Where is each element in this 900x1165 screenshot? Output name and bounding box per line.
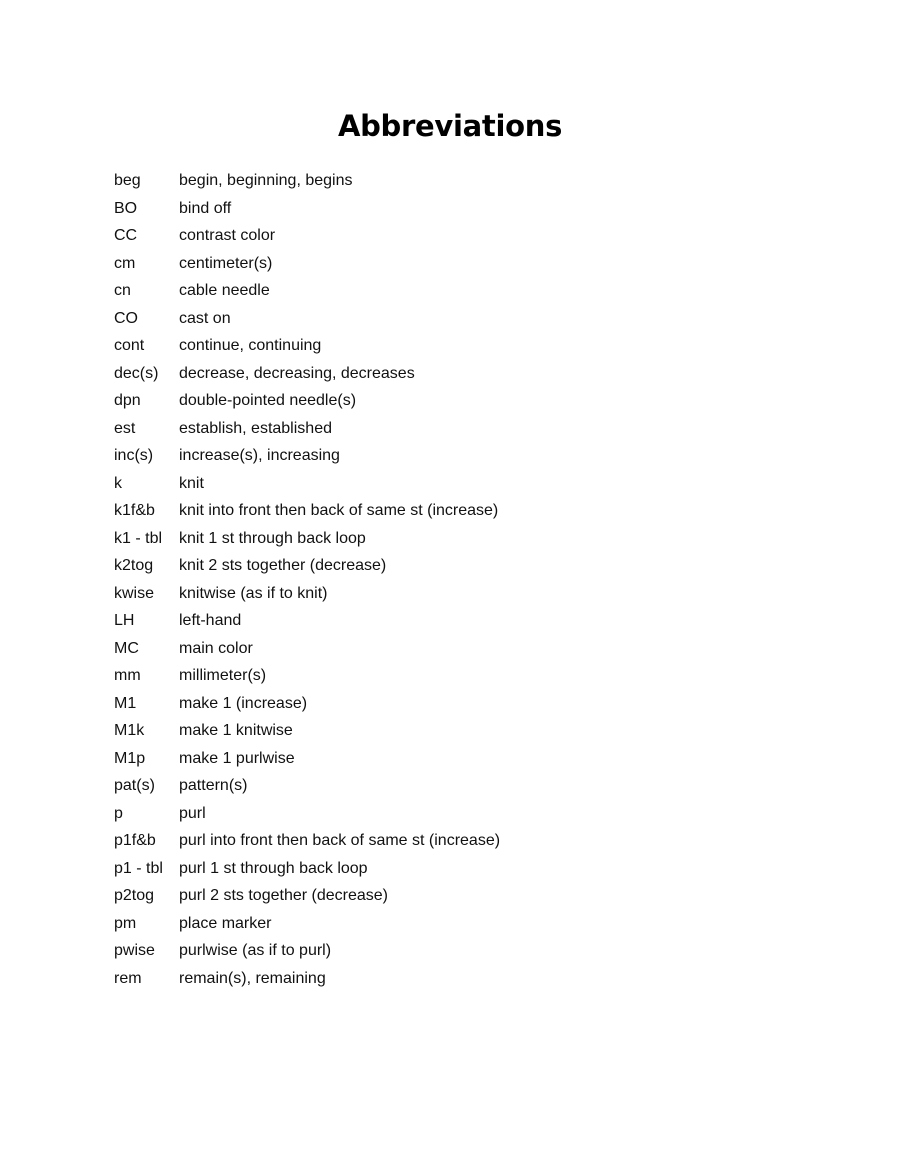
abbreviation-term: cont bbox=[114, 337, 145, 354]
page-title: Abbreviations bbox=[337, 109, 563, 143]
abbreviation-row bbox=[114, 636, 674, 664]
abbreviation-term: k bbox=[114, 474, 122, 492]
abbreviation-definition: knit 2 sts together (decrease) bbox=[179, 557, 387, 574]
abbreviation-row bbox=[114, 333, 674, 361]
abbreviation-term: p1 - tbl bbox=[114, 859, 163, 877]
abbreviation-term: p bbox=[114, 804, 123, 822]
abbreviation-definition: establish, established bbox=[179, 419, 332, 437]
abbreviation-row bbox=[114, 443, 674, 471]
abbreviation-definition: purl bbox=[179, 804, 206, 822]
abbreviation-definition: knit into front then back of same st (increase) bbox=[179, 502, 499, 519]
abbreviation-row bbox=[114, 746, 674, 774]
abbreviation-row bbox=[114, 278, 674, 306]
abbreviation-list bbox=[114, 168, 674, 993]
abbreviation-definition: left-hand bbox=[179, 612, 242, 629]
abbreviation-row bbox=[114, 361, 674, 389]
abbreviation-row bbox=[114, 856, 674, 884]
abbreviation-term: M1k bbox=[114, 722, 145, 739]
abbreviation-row bbox=[114, 306, 674, 334]
abbreviation-definition: place marker bbox=[179, 914, 272, 932]
abbreviation-term: CC bbox=[114, 227, 138, 244]
abbreviation-definition: knit bbox=[179, 474, 204, 492]
abbreviation-term: p1f&b bbox=[114, 832, 156, 849]
abbreviation-definition: knit 1 st through back loop bbox=[179, 529, 366, 547]
abbreviation-definition: purlwise (as if to purl) bbox=[179, 942, 332, 959]
abbreviation-definition: contrast color bbox=[179, 227, 276, 244]
abbreviation-definition: cast on bbox=[179, 309, 231, 327]
abbreviation-row bbox=[114, 663, 674, 691]
abbreviation-row bbox=[114, 911, 674, 939]
abbreviation-definition: purl into front then back of same st (increase) bbox=[179, 832, 501, 849]
abbreviation-row bbox=[114, 608, 674, 636]
abbreviation-term: kwise bbox=[114, 584, 155, 602]
abbreviation-row bbox=[114, 773, 674, 801]
abbreviation-definition: main color bbox=[179, 639, 253, 657]
abbreviation-term: cm bbox=[114, 254, 136, 272]
abbreviation-term: LH bbox=[114, 612, 135, 629]
abbreviation-definition: make 1 purlwise bbox=[179, 749, 295, 767]
abbreviation-definition: cable needle bbox=[179, 282, 270, 299]
abbreviation-definition: centimeter(s) bbox=[179, 254, 273, 272]
abbreviation-term: p2tog bbox=[114, 887, 155, 904]
abbreviation-term: M1 bbox=[114, 694, 137, 712]
abbreviation-term: beg bbox=[114, 172, 141, 189]
abbreviation-definition: double-pointed needle(s) bbox=[179, 392, 357, 409]
abbreviation-term: BO bbox=[114, 199, 138, 217]
abbreviation-term: rem bbox=[114, 969, 142, 987]
abbreviation-definition: make 1 knitwise bbox=[179, 722, 293, 739]
abbreviation-term: inc(s) bbox=[114, 447, 154, 464]
abbreviation-definition: remain(s), remaining bbox=[179, 969, 326, 987]
abbreviation-term: k2tog bbox=[114, 557, 154, 574]
abbreviation-term: MC bbox=[114, 639, 139, 657]
abbreviation-definition: purl 1 st through back loop bbox=[179, 859, 368, 877]
abbreviation-term: cn bbox=[114, 282, 131, 299]
abbreviation-term: M1p bbox=[114, 749, 146, 767]
abbreviation-term: pat(s) bbox=[114, 777, 155, 794]
abbreviation-row bbox=[114, 553, 674, 581]
abbreviation-definition: purl 2 sts together (decrease) bbox=[179, 887, 388, 904]
abbreviation-row bbox=[114, 168, 674, 196]
abbreviation-row bbox=[114, 526, 674, 554]
abbreviation-term: k1f&b bbox=[114, 502, 155, 519]
abbreviation-row bbox=[114, 498, 674, 526]
abbreviation-definition: millimeter(s) bbox=[179, 667, 267, 684]
abbreviation-definition: bind off bbox=[179, 199, 232, 217]
abbreviation-definition: decrease, decreasing, decreases bbox=[179, 364, 415, 382]
abbreviation-row bbox=[114, 388, 674, 416]
abbreviation-term: pwise bbox=[114, 942, 155, 959]
abbreviation-row bbox=[114, 828, 674, 856]
abbreviation-row bbox=[114, 883, 674, 911]
abbreviation-row bbox=[114, 416, 674, 444]
abbreviation-term: dec(s) bbox=[114, 364, 159, 382]
abbreviation-term: est bbox=[114, 419, 136, 437]
abbreviation-row bbox=[114, 938, 674, 966]
abbreviation-row bbox=[114, 471, 674, 499]
abbreviation-definition: knitwise (as if to knit) bbox=[179, 584, 328, 602]
abbreviation-term: mm bbox=[114, 667, 141, 684]
abbreviation-row bbox=[114, 718, 674, 746]
abbreviation-term: k1 - tbl bbox=[114, 529, 163, 547]
abbreviation-row bbox=[114, 251, 674, 279]
abbreviation-row bbox=[114, 223, 674, 251]
abbreviation-row bbox=[114, 691, 674, 719]
abbreviation-term: dpn bbox=[114, 392, 141, 409]
abbreviation-row bbox=[114, 581, 674, 609]
abbreviation-term: pm bbox=[114, 914, 137, 932]
abbreviation-term: CO bbox=[114, 309, 138, 327]
abbreviation-row bbox=[114, 196, 674, 224]
abbreviation-row bbox=[114, 966, 674, 994]
abbreviation-definition: continue, continuing bbox=[179, 337, 322, 354]
abbreviation-definition: make 1 (increase) bbox=[179, 694, 308, 712]
abbreviation-row bbox=[114, 801, 674, 829]
abbreviation-definition: increase(s), increasing bbox=[179, 447, 340, 464]
abbreviation-definition: begin, beginning, begins bbox=[179, 172, 353, 189]
abbreviation-definition: pattern(s) bbox=[179, 777, 248, 794]
